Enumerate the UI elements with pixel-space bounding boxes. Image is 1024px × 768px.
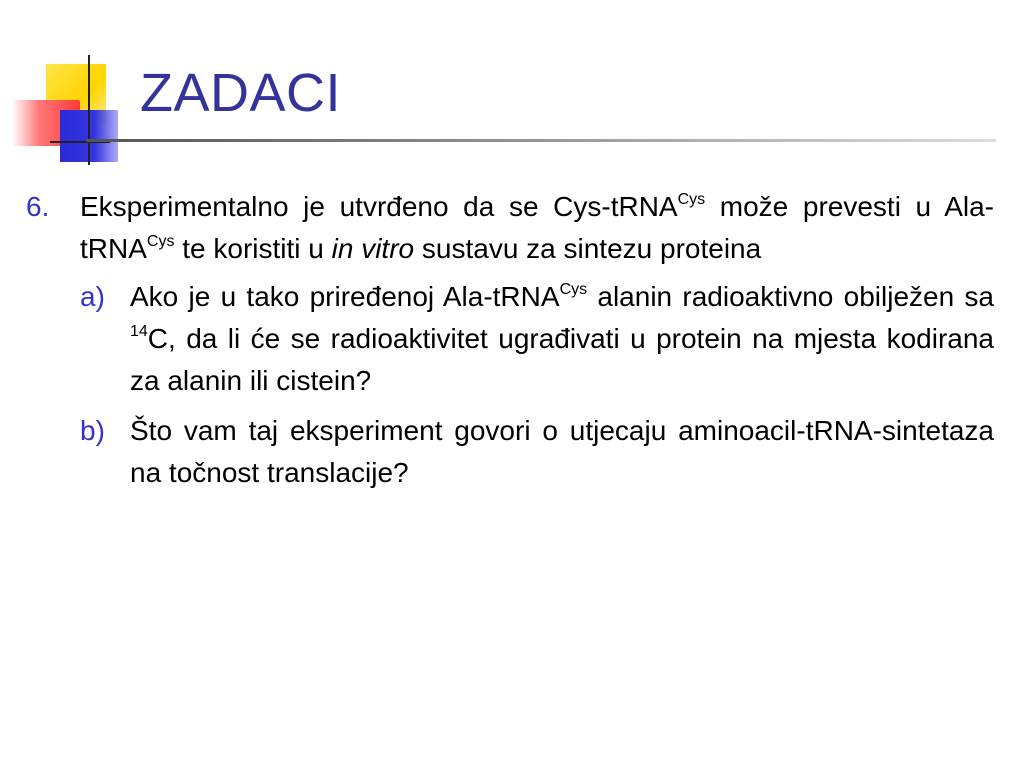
slide-title: ZADACI <box>140 63 342 123</box>
subquestion-label: b) <box>80 415 105 446</box>
task-text-part: može prevesti u Ala-tRNA <box>80 191 994 264</box>
subquestion-list <box>80 276 994 494</box>
vertical-line-decoration <box>88 55 90 165</box>
task-text-part: te koristiti u <box>174 233 332 264</box>
superscript-cys: Cys <box>146 232 175 250</box>
title-underline <box>86 139 996 142</box>
in-vitro-italic: in vitro <box>331 233 415 264</box>
subquestion-text-part: C, da li će se radioaktivitet ugrađivati u protein na mjesta kodirana za alanin ili cistein? <box>130 323 994 396</box>
task-item <box>26 186 994 270</box>
subquestion-b <box>80 410 994 494</box>
slide-body <box>26 186 994 502</box>
subquestion-text <box>130 276 994 402</box>
task-text <box>80 186 994 270</box>
slide-logo-decoration <box>0 0 160 170</box>
task-text-part: sustavu za sintezu proteina <box>414 233 762 264</box>
subquestion-text-part: Ako je u tako priređenoj Ala-tRNA <box>130 281 560 312</box>
subquestion-a <box>80 276 994 402</box>
superscript-14: 14 <box>130 322 148 340</box>
task-text-part: Eksperimentalno je utvrđeno da se Cys-tRNA <box>80 191 678 222</box>
subquestion-text-part: alanin radioaktivno obilježen sa <box>587 281 995 312</box>
subquestion-text: Što vam taj eksperiment govori o utjecaju aminoacil-tRNA-sintetaza na točnost translacije? <box>130 415 994 488</box>
subquestion-label: a) <box>80 281 105 312</box>
task-number: 6. <box>26 191 50 222</box>
superscript-cys: Cys <box>559 280 588 298</box>
superscript-cys: Cys <box>677 190 706 208</box>
